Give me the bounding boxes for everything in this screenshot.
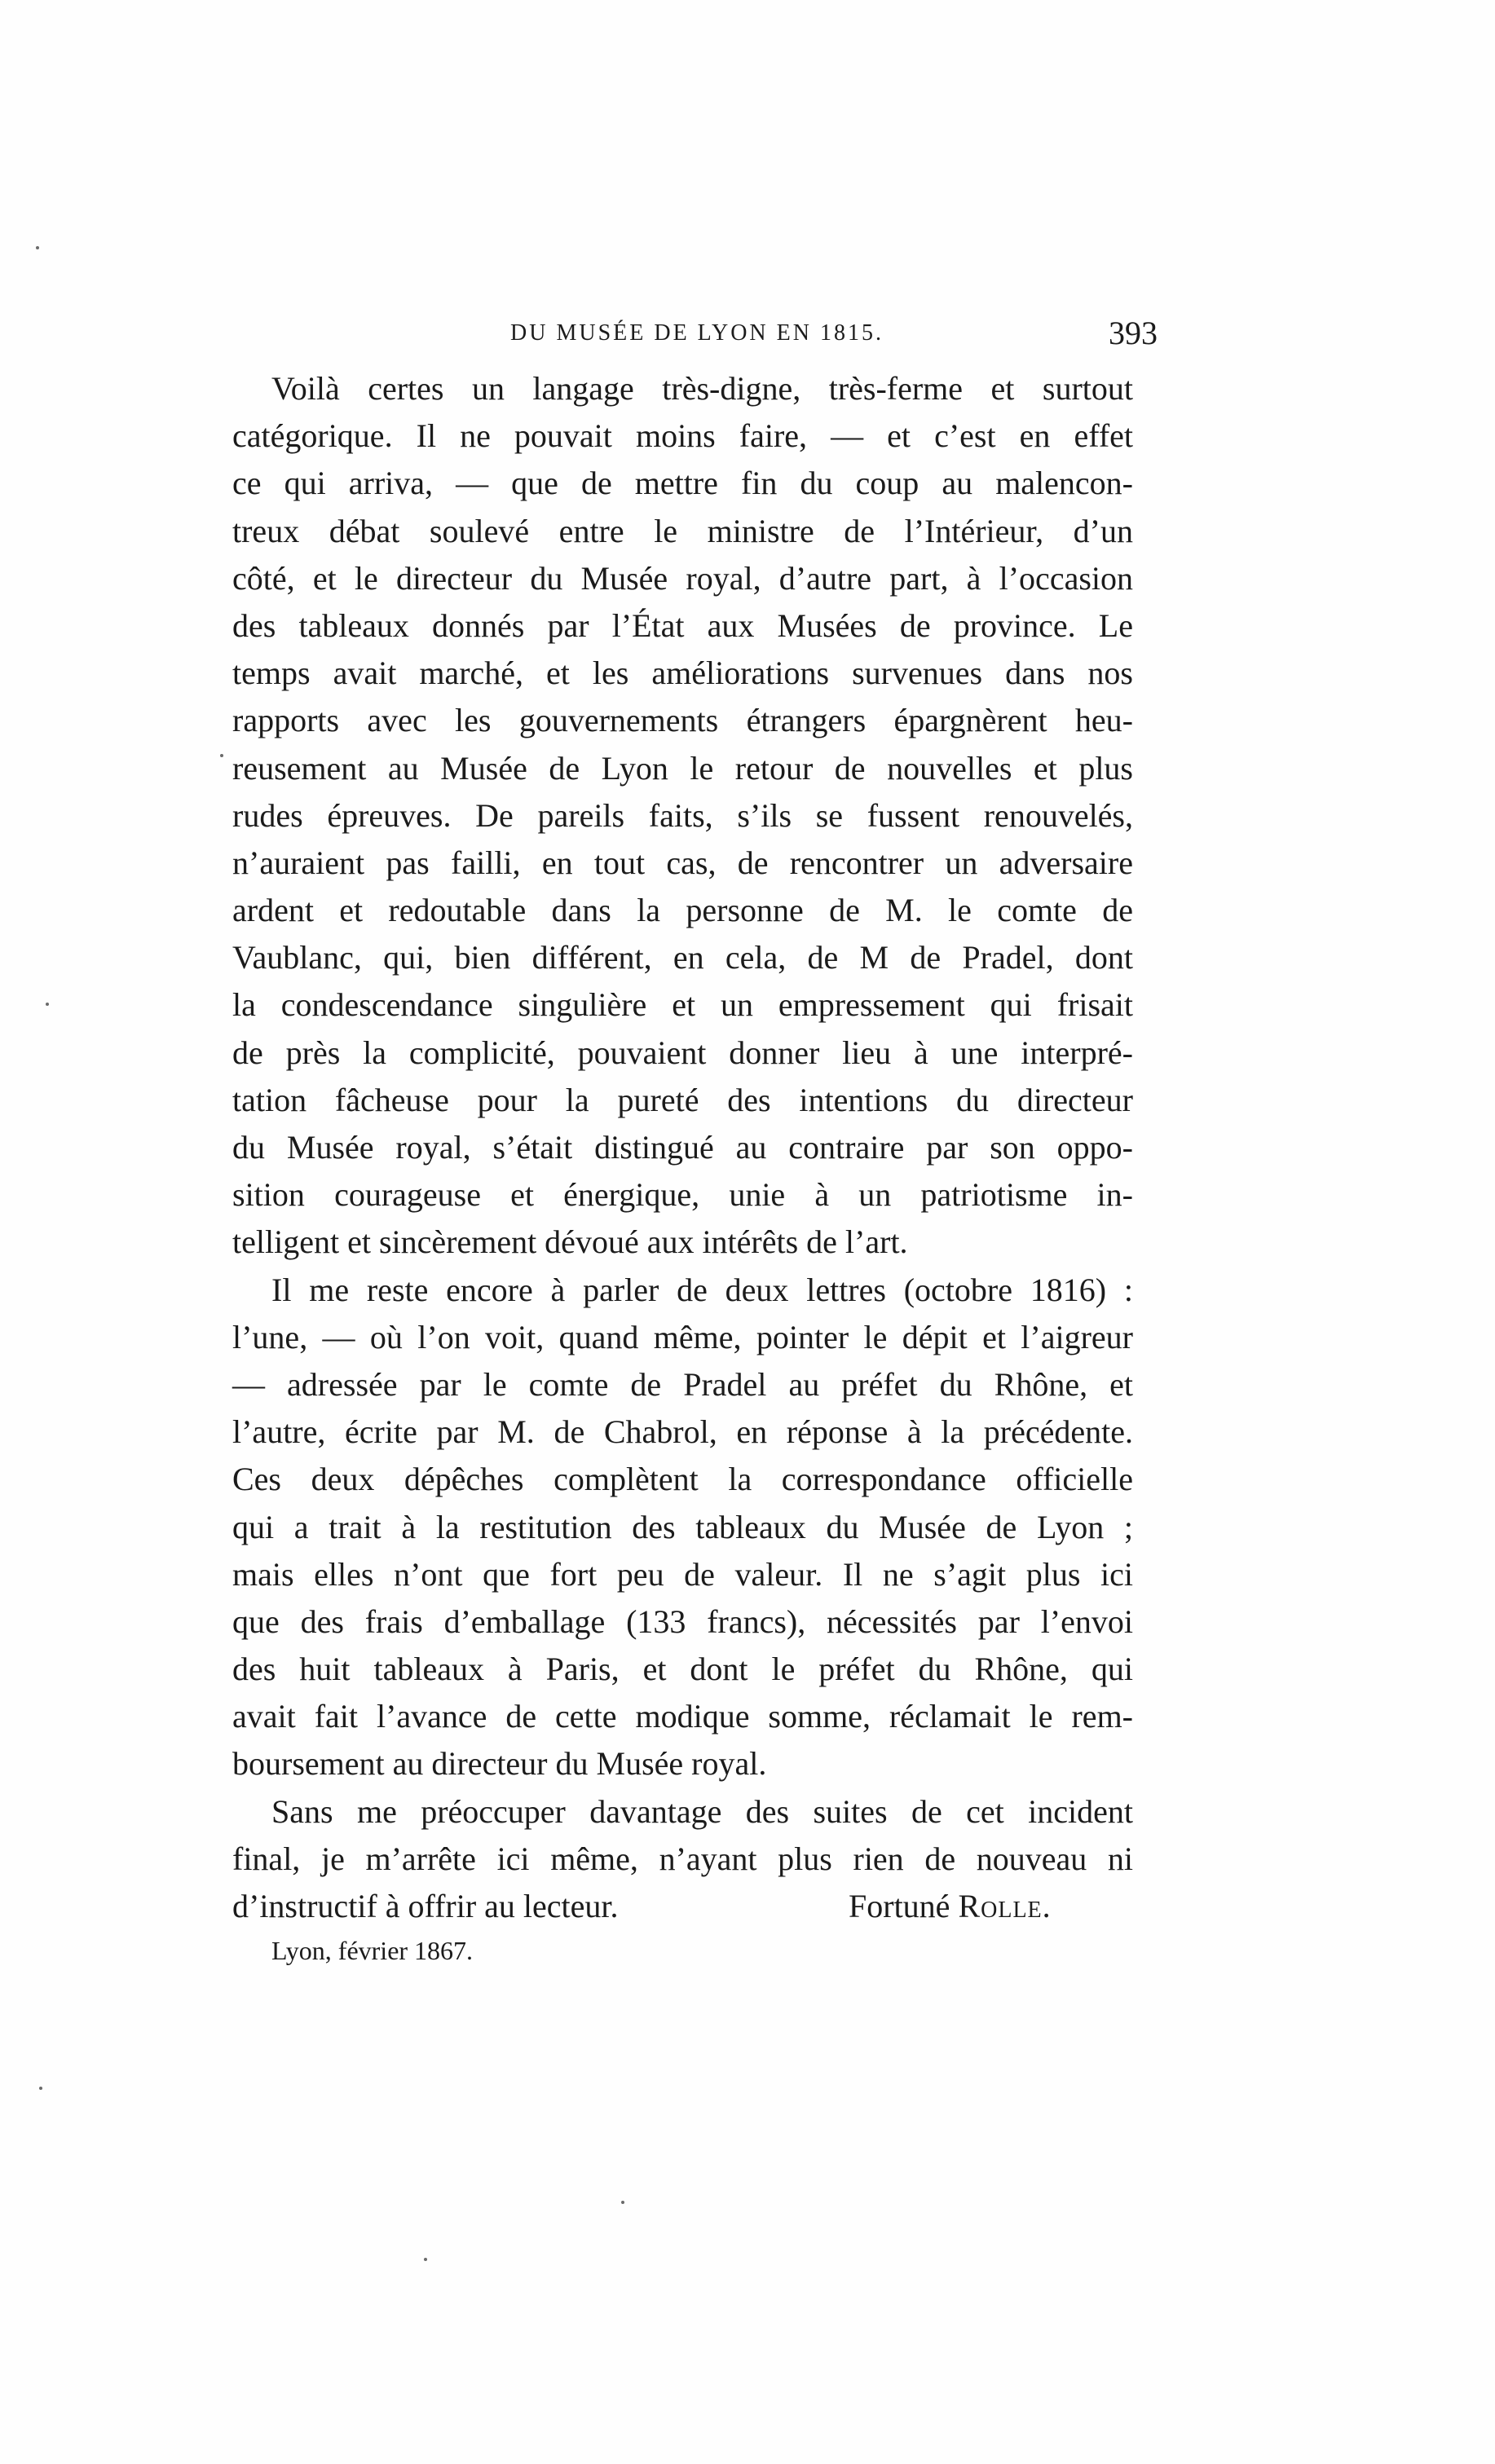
- page-number: 393: [1109, 315, 1158, 351]
- paper-speck: [39, 2087, 42, 2090]
- text-line: Voilà certes un langage très-digne, très-ferme et surtout: [271, 370, 1133, 407]
- text-line: l’une, — où l’on voit, quand même, pointer le dépit et l’aigreur: [232, 1318, 1133, 1355]
- text-line: boursement au directeur du Musée royal.: [232, 1745, 767, 1783]
- text-line: rudes épreuves. De pareils faits, s’ils se fussent renouvelés,: [232, 796, 1133, 834]
- text-line: sition courageuse et énergique, unie à un patriotisme in-: [232, 1176, 1133, 1214]
- text-line: des tableaux donnés par l’État aux Musées de province. Le: [232, 606, 1133, 644]
- text-line: — adressée par le comte de Pradel au préfet du Rhône, et: [232, 1365, 1133, 1403]
- author-first-name: Fortuné: [849, 1888, 950, 1924]
- text-line: reusement au Musée de Lyon le retour de nouvelles et plus: [232, 749, 1133, 787]
- text-line: catégorique. Il ne pouvait moins faire, — et c’est en effet: [232, 417, 1133, 455]
- text-line: Ces deux dépêches complètent la correspondance officielle: [232, 1461, 1133, 1498]
- text-line: ardent et redoutable dans la personne de M. le comte de: [232, 892, 1133, 929]
- running-title: DU MUSÉE DE LYON EN 1815.: [510, 320, 884, 346]
- text-line: treux débat soulevé entre le ministre de l’Intérieur, d’un: [232, 512, 1133, 549]
- text-line: rapports avec les gouvernements étrangers épargnèrent heu-: [232, 702, 1133, 739]
- text-line: Vaublanc, qui, bien différent, en cela, de M de Pradel, dont: [232, 939, 1133, 976]
- paragraph-1: [232, 365, 1133, 1267]
- text-line: ce qui arriva, — que de mettre fin du coup au malencon-: [232, 465, 1133, 502]
- paper-speck: [424, 2258, 427, 2261]
- text-line: qui a trait à la restitution des tableaux du Musée de Lyon ;: [232, 1508, 1133, 1545]
- text-line: Il me reste encore à parler de deux lettres (octobre 1816) :: [271, 1271, 1133, 1308]
- text-line: la condescendance singulière et un empressement qui frisait: [232, 986, 1133, 1024]
- text-line: du Musée royal, s’était distingué au contraire par son oppo-: [232, 1129, 1133, 1166]
- text-line: telligent et sincèrement dévoué aux intérêts de l’art.: [232, 1223, 908, 1261]
- text-line: mais elles n’ont que fort peu de valeur. Il ne s’agit plus ici: [232, 1555, 1133, 1593]
- text-line: n’auraient pas failli, en tout cas, de rencontrer un adversaire: [232, 844, 1133, 881]
- text-line: Sans me préoccuper davantage des suites de cet incident: [271, 1792, 1133, 1830]
- text-line: temps avait marché, et les améliorations survenues dans nos: [232, 655, 1133, 692]
- paragraph-2: [232, 1267, 1133, 1788]
- text-line: avait fait l’avance de cette modique somme, réclamait le rem-: [232, 1698, 1133, 1735]
- paper-speck: [36, 246, 39, 249]
- paragraph-3: [232, 1788, 1133, 1931]
- author-signature: [849, 1883, 1052, 1930]
- paper-speck: [46, 1003, 49, 1006]
- running-head: [236, 314, 1158, 363]
- dateline: Lyon, février 1867.: [271, 1936, 474, 1966]
- closing-text: d’instructif à offrir au lecteur.: [232, 1888, 619, 1924]
- text-line: final, je m’arrête ici même, n’ayant plus rien de nouveau ni: [232, 1840, 1133, 1877]
- paper-speck: [220, 754, 223, 757]
- author-last-name: Rolle.: [958, 1888, 1052, 1924]
- closing-line-with-signature: [232, 1883, 1133, 1930]
- paper-speck: [621, 2201, 624, 2204]
- text-line: côté, et le directeur du Musée royal, d’autre part, à l’occasion: [232, 559, 1133, 597]
- text-line: tation fâcheuse pour la pureté des intentions du directeur: [232, 1081, 1133, 1118]
- text-line: des huit tableaux à Paris, et dont le préfet du Rhône, qui: [232, 1651, 1133, 1688]
- text-line: que des frais d’emballage (133 francs), nécessités par l’envoi: [232, 1602, 1133, 1640]
- text-line: de près la complicité, pouvaient donner lieu à une interpré-: [232, 1034, 1133, 1071]
- body-text: [232, 365, 1133, 1971]
- text-line: l’autre, écrite par M. de Chabrol, en réponse à la précédente.: [232, 1413, 1133, 1451]
